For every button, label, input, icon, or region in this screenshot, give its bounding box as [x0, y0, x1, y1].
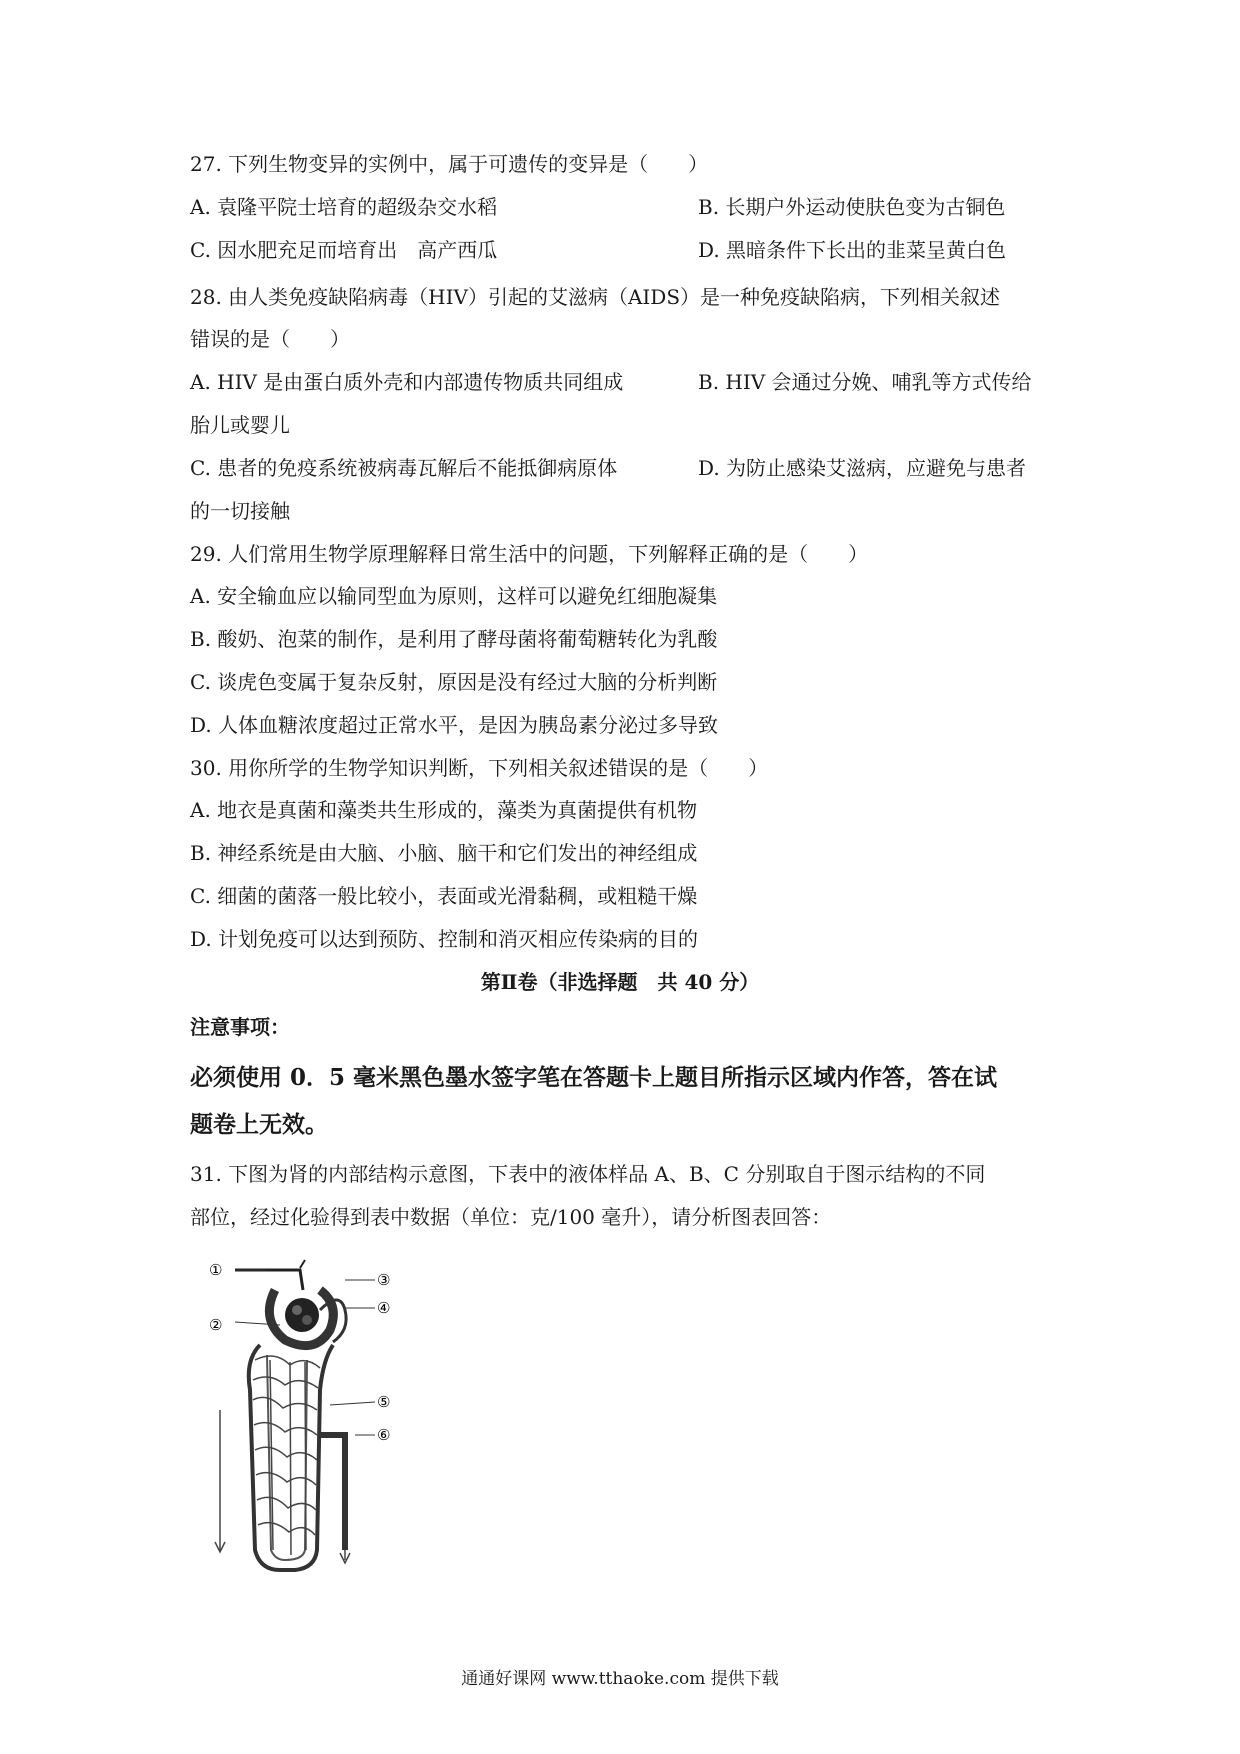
- q28-option-a: A. HIV 是由蛋白质外壳和内部遗传物质共同组成: [190, 370, 624, 394]
- q28-option-c: C. 患者的免疫系统被病毒瓦解后不能抵御病原体: [190, 456, 618, 480]
- figure-label-4: ④: [377, 1299, 391, 1317]
- q31-stem-line2: 部位，经过化验得到表中数据（单位：克/100 毫升），请分析图表回答：: [190, 1205, 832, 1229]
- q28-option-d-line2: 的一切接触: [190, 499, 290, 523]
- q30-stem: 30. 用你所学的生物学知识判断，下列相关叙述错误的是（ ）: [190, 756, 769, 780]
- q27-option-d: D. 黑暗条件下长出的韭菜呈黄白色: [698, 238, 1007, 262]
- page-footer: 通通好课网 www.tthaoke.com 提供下载: [461, 1669, 779, 1689]
- q27-option-a: A. 袁隆平院士培育的超级杂交水稻: [190, 195, 498, 219]
- notice-line1: 必须使用 0．5 毫米黑色墨水签字笔在答题卡上题目所指示区域内作答，答在试: [190, 1064, 998, 1091]
- q29-option-d: D. 人体血糖浓度超过正常水平，是因为胰岛素分泌过多导致: [190, 713, 719, 737]
- q28-option-b-line2: 胎儿或婴儿: [190, 413, 290, 437]
- figure-label-6: ⑥: [377, 1426, 391, 1444]
- figure-label-1: ①: [209, 1261, 223, 1279]
- q29-option-b: B. 酸奶、泡菜的制作，是利用了酵母菌将葡萄糖转化为乳酸: [190, 627, 718, 651]
- figure-label-2: ②: [209, 1316, 223, 1334]
- q29-stem: 29. 人们常用生物学原理解释日常生活中的问题，下列解释正确的是（ ）: [190, 542, 869, 566]
- section-title: 第Ⅱ卷（非选择题 共 40 分）: [480, 970, 760, 994]
- q27-option-b: B. 长期户外运动使肤色变为古铜色: [698, 195, 1006, 219]
- figure-label-5: ⑤: [377, 1393, 391, 1411]
- nephron-diagram: [205, 1250, 405, 1580]
- q30-option-d: D. 计划免疫可以达到预防、控制和消灭相应传染病的目的: [190, 927, 699, 951]
- q30-option-c: C. 细菌的菌落一般比较小，表面或光滑黏稠，或粗糙干燥: [190, 884, 698, 908]
- notice-heading: 注意事项：: [190, 1015, 290, 1039]
- q27-option-c: C. 因水肥充足而培育出 高产西瓜: [190, 238, 498, 262]
- q27-stem: 27. 下列生物变异的实例中，属于可遗传的变异是（ ）: [190, 152, 709, 176]
- notice-line2: 题卷上无效。: [190, 1111, 328, 1138]
- q30-option-a: A. 地衣是真菌和藻类共生形成的，藻类为真菌提供有机物: [190, 798, 698, 822]
- q28-stem-line2: 错误的是（ ）: [190, 327, 350, 351]
- q28-stem-line1: 28. 由人类免疫缺陷病毒（HIV）引起的艾滋病（AIDS）是一种免疫缺陷病，下列相关叙述: [190, 285, 1001, 309]
- q28-option-b-line1: B. HIV 会通过分娩、哺乳等方式传给: [698, 370, 1032, 394]
- figure-label-3: ③: [377, 1271, 391, 1289]
- q28-option-d-line1: D. 为防止感染艾滋病，应避免与患者: [698, 456, 1027, 480]
- q30-option-b: B. 神经系统是由大脑、小脑、脑干和它们发出的神经组成: [190, 841, 698, 865]
- q31-stem-line1: 31. 下图为肾的内部结构示意图，下表中的液体样品 A、B、C 分别取自于图示结构的不同: [190, 1162, 986, 1186]
- q29-option-c: C. 谈虎色变属于复杂反射，原因是没有经过大脑的分析判断: [190, 670, 718, 694]
- q29-option-a: A. 安全输血应以输同型血为原则，这样可以避免红细胞凝集: [190, 584, 718, 608]
